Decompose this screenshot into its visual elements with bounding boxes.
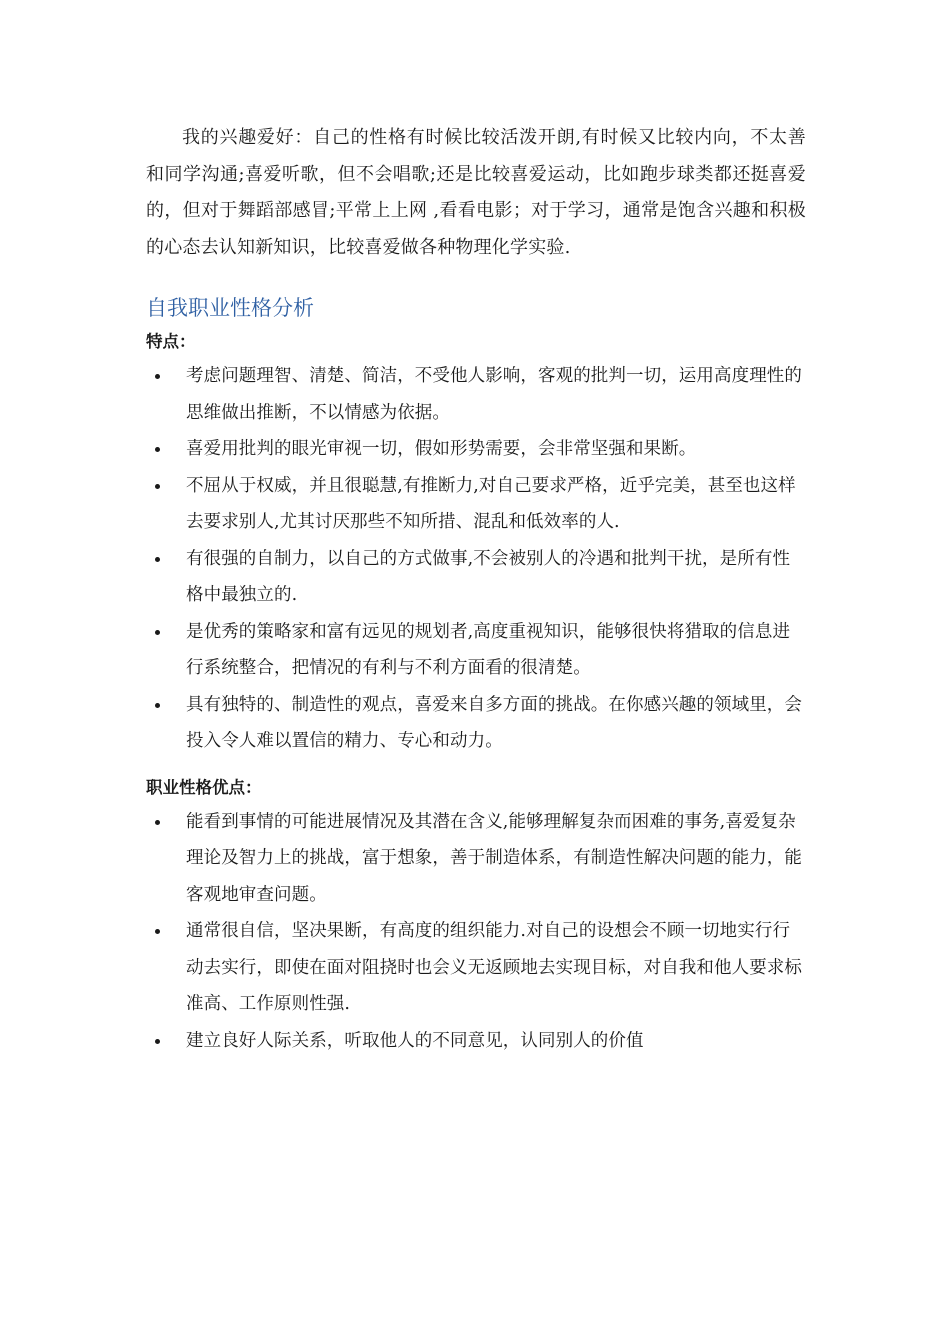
section-title: 自我职业性格分析: [146, 296, 314, 320]
list-item-text: 建立良好人际关系，听取他人的不同意见，认同别人的价值: [186, 1030, 644, 1051]
traits-list: [146, 358, 806, 760]
list-item: [146, 431, 806, 468]
strengths-label: 职业性格优点：: [146, 777, 262, 797]
bullet-icon: [155, 447, 160, 452]
list-item: [146, 1023, 806, 1060]
list-item: [146, 913, 806, 1023]
list-item-text: 喜爱用批判的眼光审视一切，假如形势需要，会非常坚强和果断。: [186, 439, 697, 459]
bullet-icon: [155, 703, 160, 708]
list-item-text: 是优秀的策略家和富有远见的规划者,高度重视知识，能够很快将猎取的信息进行系统整合，把情况的有利与不利方面看的很清楚。: [186, 621, 791, 678]
list-item: [146, 468, 806, 541]
list-item-text: 不屈从于权威，并且很聪慧,有推断力,对自己要求严格，近乎完美，甚至也这样去要求别人,尤其讨厌那些不知所措、混乱和低效率的人.: [186, 475, 796, 532]
bullet-icon: [155, 557, 160, 562]
list-item-text: 有很强的自制力，以自己的方式做事,不会被别人的冷遇和批判干扰，是所有性格中最独立的.: [186, 548, 791, 605]
intro-paragraph: 我的兴趣爱好：自己的性格有时候比较活泼开朗,有时候又比较内向，不太善和同学沟通;喜爱听歌，但不会唱歌;还是比较喜爱运动，比如跑步球类都还挺喜爱的，但对于舞蹈部感冒;平常上上网 ,看看电影；对于学习，通常是饱含兴趣和积极的心态去认知新知识，比较喜爱做各种物理化学实验.: [146, 127, 806, 258]
list-item-text: 通常很自信，坚决果断，有高度的组织能力.对自己的设想会不顾一切地实行行动去实行，即使在面对阻挠时也会义无返顾地去实现目标，对自我和他人要求标准高、工作原则性强.: [186, 921, 802, 1014]
bullet-icon: [155, 820, 160, 825]
list-item-text: 能看到事情的可能进展情况及其潜在含义,能够理解复杂而困难的事务,喜爱复杂理论及智力上的挑战，富于想象，善于制造体系，有制造性解决问题的能力，能客观地审查问题。: [186, 811, 802, 905]
bullet-icon: [155, 929, 160, 934]
bullet-icon: [155, 374, 160, 379]
strengths-list: [146, 804, 806, 1060]
list-item: [146, 614, 806, 687]
list-item-text: 考虑问题理智、清楚、简洁，不受他人影响，客观的批判一切，运用高度理性的思维做出推断，不以情感为依据。: [186, 366, 802, 423]
list-item: [146, 804, 806, 914]
list-item: [146, 358, 806, 431]
bullet-icon: [155, 630, 160, 635]
bullet-icon: [155, 1039, 160, 1044]
list-item: [146, 687, 806, 760]
list-item-text: 具有独特的、制造性的观点，喜爱来自多方面的挑战。在你感兴趣的领域里，会投入令人难以置信的精力、专心和动力。: [186, 694, 802, 751]
traits-label: 特点：: [146, 332, 196, 351]
document-page: [146, 120, 806, 1059]
bullet-icon: [155, 484, 160, 489]
list-item: [146, 541, 806, 614]
